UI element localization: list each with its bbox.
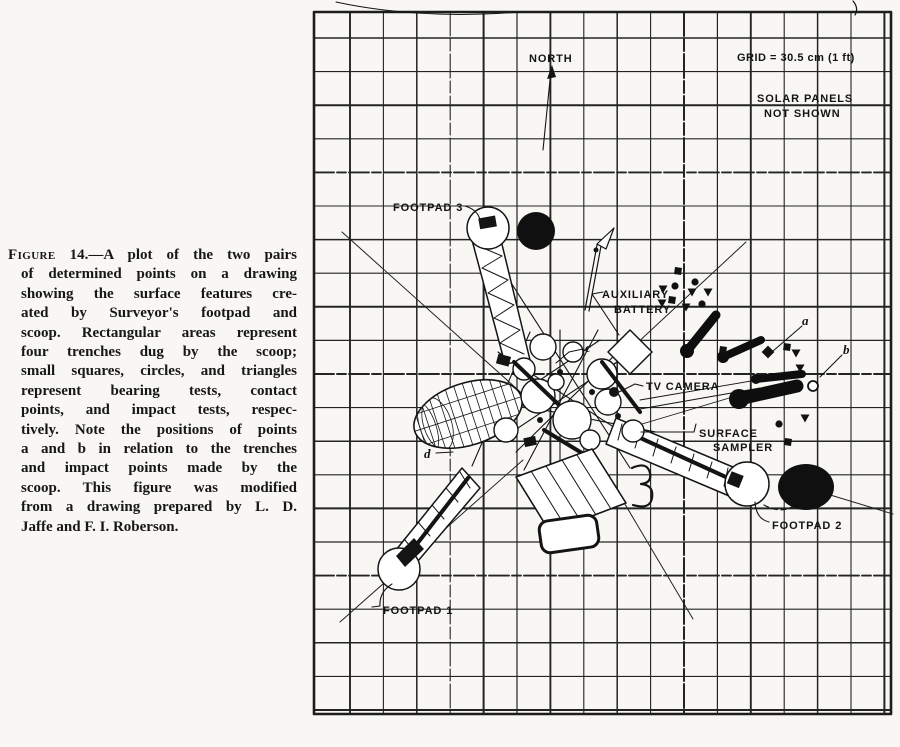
bearing-test-square-marker (783, 343, 791, 351)
caption-line: tively. Note the positions of points (21, 421, 297, 438)
caption-line: four trenches dug by the scoop; (21, 344, 297, 361)
surface-sampler-label-line2: SAMPLER (713, 442, 774, 454)
footpad-3-circle (467, 207, 509, 249)
impact-test-triangle-marker (704, 289, 713, 297)
bearing-test-square-marker (784, 438, 792, 446)
tv-camera-label: TV CAMERA (646, 381, 720, 393)
bearing-test-square-marker (719, 346, 727, 354)
auxiliary-battery-label-line2: BATTERY (614, 304, 672, 316)
caption-line: showing the surface features cre- (21, 285, 297, 302)
solar-panels-note-line2: NOT SHOWN (764, 108, 841, 120)
solar-panels-note-line1: SOLAR PANELS (757, 93, 854, 105)
footpad-imprint (517, 212, 555, 250)
caption-line: ated by Surveyor's footpad and (21, 305, 297, 322)
caption-line: and impact points made by the (21, 460, 297, 477)
caption-line: scoop. This figure was modified (21, 479, 297, 496)
footpad-1-label: FOOTPAD 1 (383, 605, 454, 617)
caption-line: of determined points on a drawing (21, 266, 297, 283)
scoop-trench-blob (751, 374, 761, 384)
tv-camera-mark (609, 387, 619, 397)
point-a-marker (762, 346, 775, 359)
scoop-trench (756, 374, 802, 379)
scoop-trench-blob (729, 389, 749, 409)
caption-line: from a drawing prepared by L. D. (21, 499, 297, 516)
surface-sampler-label-line1: SURFACE (699, 428, 758, 440)
footpad-2-label: FOOTPAD 2 (772, 520, 843, 532)
caption-line: small squares, circles, and triangles (21, 363, 297, 380)
caption-line: a and b in relation to the trenches (21, 441, 297, 458)
test-markers (658, 267, 819, 446)
auxiliary-battery-label-line1: AUXILIARY (602, 289, 669, 301)
antenna-joint (594, 248, 599, 253)
footpad-3-label: FOOTPAD 3 (393, 202, 464, 214)
grid-scale-label: GRID = 30.5 cm (1 ft) (737, 52, 855, 64)
antenna-tip (597, 228, 614, 249)
caption-line: Jaffe and F. I. Roberson. (21, 518, 179, 535)
bearing-test-square-marker (674, 267, 682, 275)
caption-line: scoop. Rectangular areas represent (21, 324, 297, 341)
contact-point-circle-marker (775, 420, 782, 427)
impact-test-triangle-marker (801, 415, 810, 423)
point-c-label: c (585, 340, 591, 355)
antenna-boom (585, 245, 601, 311)
lower-container (538, 514, 600, 554)
contact-point-circle-marker (691, 278, 698, 285)
impact-test-triangle-marker (792, 350, 801, 358)
north-label: NORTH (529, 53, 573, 65)
footpad-imprint (778, 464, 834, 510)
contact-point-circle-marker (671, 282, 678, 289)
caption-line: Figure 14.—A plot of the two pairs (8, 247, 297, 263)
point-d-label: d (424, 446, 431, 461)
caption-figure-word: Figure (8, 247, 56, 263)
body-bracket-shape (632, 465, 652, 506)
point-b-label: b (843, 342, 850, 357)
contact-point-circle-marker (698, 300, 705, 307)
bearing-test-square-marker (668, 296, 676, 304)
point-b-marker (808, 381, 818, 391)
scoop-trench-blob (680, 344, 694, 358)
caption-line: represent bearing tests, contact (21, 382, 297, 399)
scoop-trench (723, 340, 761, 357)
caption-line: points, and impact tests, respec- (21, 402, 297, 419)
footpad-2-leader (755, 502, 769, 522)
point-a-label: a (802, 313, 809, 328)
